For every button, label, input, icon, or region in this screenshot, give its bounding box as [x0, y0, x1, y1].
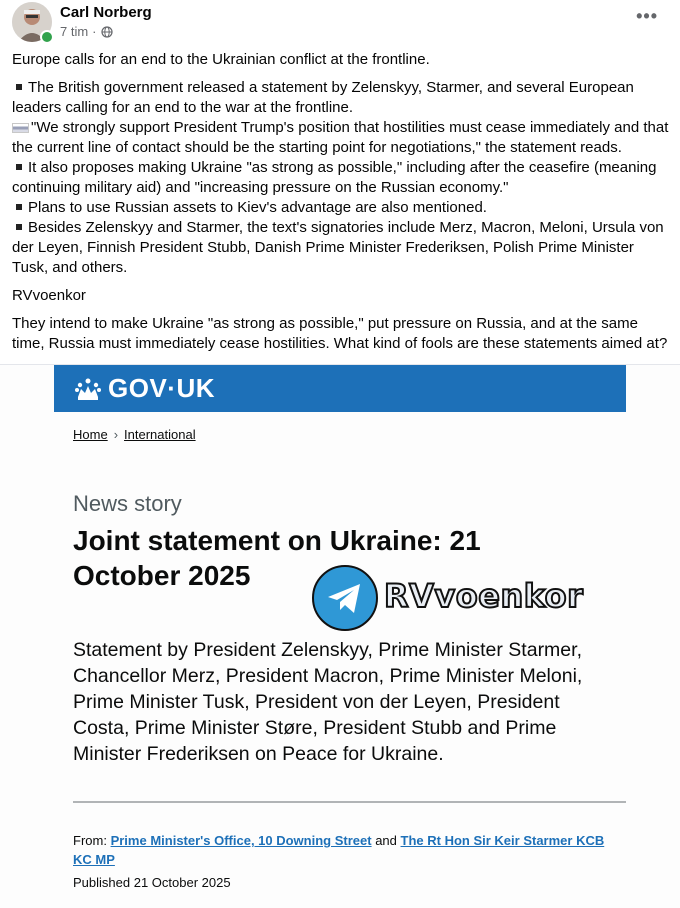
post-quote: [12, 118, 672, 158]
news-story-label: News story: [73, 491, 182, 516]
from-and: and: [375, 833, 397, 848]
post-bullet-4: [12, 218, 672, 278]
article-lede: Statement by President Zelenskyy, Prime Minister Starmer, Chancellor Merz, President Macron, Prime Minister Meloni, Prime Minister Tusk, President von der Leyen, President Costa, Prime Minister Støre, President Stubb and Prime Minister Frederiksen on Peace for Ukraine.: [73, 639, 583, 765]
attached-image[interactable]: [0, 365, 680, 908]
meta-separator: ·: [92, 24, 97, 39]
gov-header-bar: [54, 365, 626, 412]
post-header: [12, 2, 668, 44]
post-bullet-2-text: It also proposes making Ukraine "as strong as possible," including after the ceasefire (meaning continuing military aid) and "increasing pressure on the Russian economy.": [12, 159, 657, 196]
watermark-text: RVvoenkor: [384, 577, 584, 615]
breadcrumb-international: International: [124, 427, 196, 442]
post-bullet-3: [12, 198, 672, 218]
published-date: Published 21 October 2025: [73, 875, 231, 890]
flag-icon: [12, 123, 29, 133]
from-org-1: Prime Minister's Office, 10 Downing Street: [110, 833, 372, 848]
bullet-icon: [16, 164, 22, 170]
breadcrumb: [73, 427, 196, 442]
from-line: [73, 831, 618, 869]
bullet-icon: [16, 204, 22, 210]
post-intro: Europe calls for an end to the Ukrainian conflict at the frontline.: [12, 51, 430, 68]
from-label: From:: [73, 833, 107, 848]
section-rule: [73, 801, 626, 803]
post-meta: [60, 24, 113, 39]
breadcrumb-home: Home: [73, 427, 108, 442]
gov-logo: GOV·UK: [108, 373, 215, 403]
post-source: RVvoenkor: [12, 287, 86, 304]
chevron-right-icon: ›: [113, 427, 119, 442]
crown-icon: [74, 377, 102, 401]
post-comment: They intend to make Ukraine "as strong as possible," put pressure on Russia, and at the same time, Russia must immediately cease hostilities. What kind of fools are these statements aimed at?: [12, 315, 668, 352]
globe-icon: [101, 26, 113, 38]
telegram-icon: [312, 565, 378, 631]
post-quote-text: "We strongly support President Trump's position that hostilities must cease immediately and that the current line of contact should be the starting point for negotiations," the statement reads.: [12, 119, 669, 156]
post-body: [12, 50, 672, 362]
post-bullet-2: [12, 158, 672, 198]
post-time[interactable]: 7 tim: [60, 24, 89, 39]
post-bullet-1: [12, 78, 672, 118]
post-bullet-1-text: The British government released a statement by Zelenskyy, Starmer, and several European leaders calling for an end to the war at the frontline.: [12, 79, 634, 116]
online-status-dot: [40, 30, 54, 44]
post-bullet-4-text: Besides Zelenskyy and Starmer, the text's signatories include Merz, Macron, Meloni, Ursula von der Leyen, Finnish President Stubb, Danish Prime Minister Frederiksen, Polish Prime Minister Tusk, and others.: [12, 219, 664, 276]
post-bullet-3-text: Plans to use Russian assets to Kiev's advantage are also mentioned.: [28, 199, 487, 216]
bullet-icon: [16, 224, 22, 230]
more-icon[interactable]: •••: [636, 6, 658, 26]
from-org-2: The Rt Hon Sir Keir Starmer KCB KC MP: [73, 833, 605, 867]
bullet-icon: [16, 84, 22, 90]
article-headline: Joint statement on Ukraine: 21 October 2025: [73, 525, 481, 591]
watermark: [312, 565, 612, 629]
author-name[interactable]: Carl Norberg: [60, 4, 152, 21]
